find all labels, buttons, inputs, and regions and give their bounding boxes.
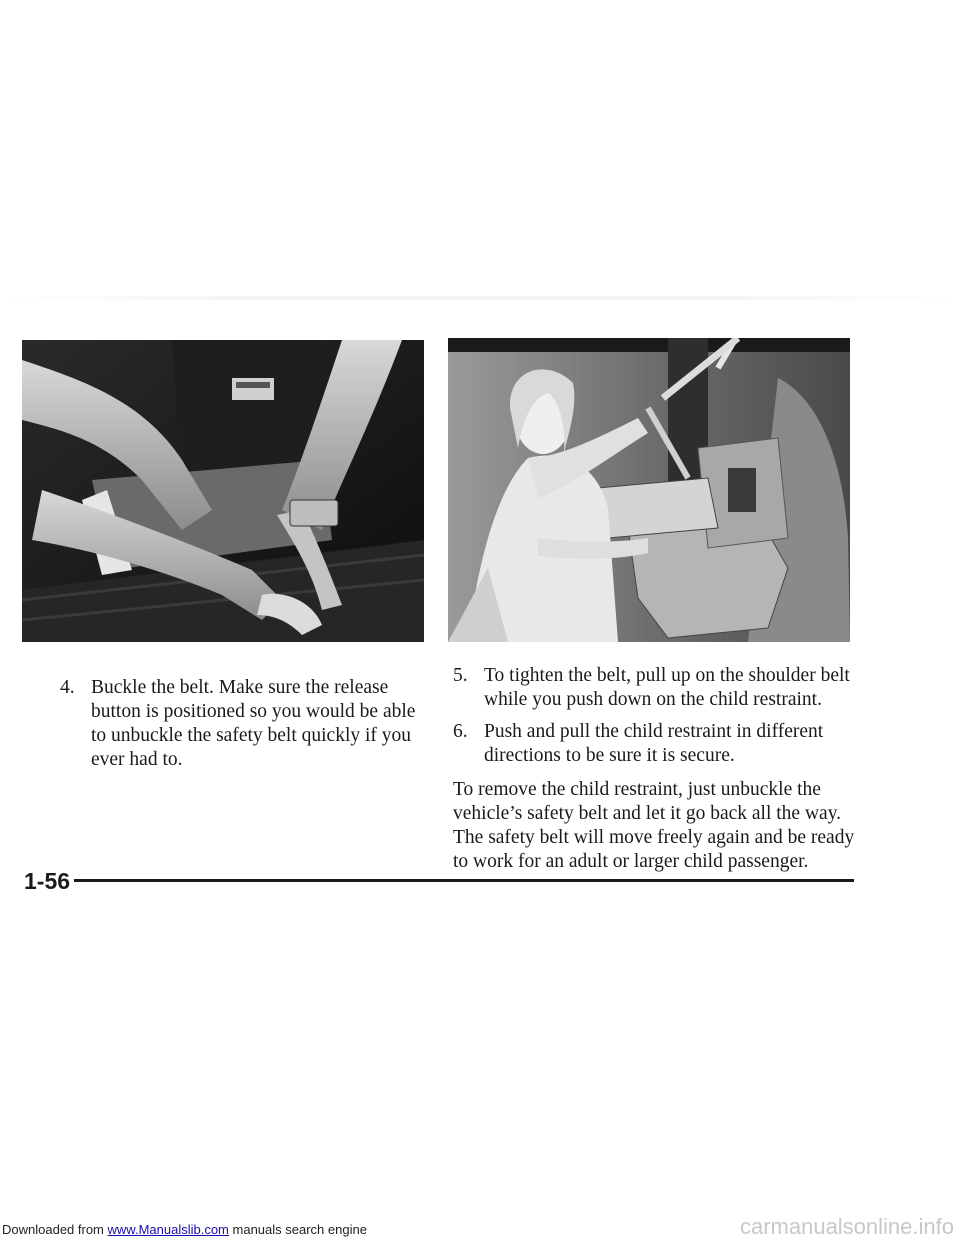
left-column: [60, 676, 430, 780]
scan-edge: [0, 296, 960, 300]
step-text: Buckle the belt. Make sure the release button is positioned so you would be able to unbuckle the safety belt quickly if you ever had to.: [91, 677, 416, 770]
step-number: 5.: [453, 665, 468, 686]
child-restraint-illustration: [448, 338, 850, 642]
step-text: Push and pull the child restraint in different directions to be sure it is secure.: [484, 721, 824, 766]
step-4: [60, 676, 430, 772]
step-number: 6.: [453, 721, 468, 742]
download-note: [2, 1222, 367, 1237]
download-prefix: Downloaded from: [2, 1222, 104, 1237]
buckle-illustration: [22, 340, 424, 642]
footer-rule: [74, 879, 854, 882]
step-5: [453, 664, 863, 712]
step-text: To tighten the belt, pull up on the shoulder belt while you push down on the child restraint.: [484, 665, 850, 710]
download-suffix: manuals search engine: [232, 1222, 367, 1237]
step-number: 4.: [60, 677, 75, 698]
removal-paragraph: To remove the child restraint, just unbuckle the vehicle’s safety belt and let it go back all the way. The safety belt will move freely again and be ready to work for an adult or larger child passenger.: [453, 779, 855, 872]
watermark: carmanualsonline.info: [739, 1214, 954, 1239]
right-column: [453, 664, 863, 874]
page-number: 1-56: [24, 868, 71, 894]
step-6: [453, 720, 863, 768]
manualslib-link[interactable]: www.Manualslib.com: [107, 1222, 229, 1237]
